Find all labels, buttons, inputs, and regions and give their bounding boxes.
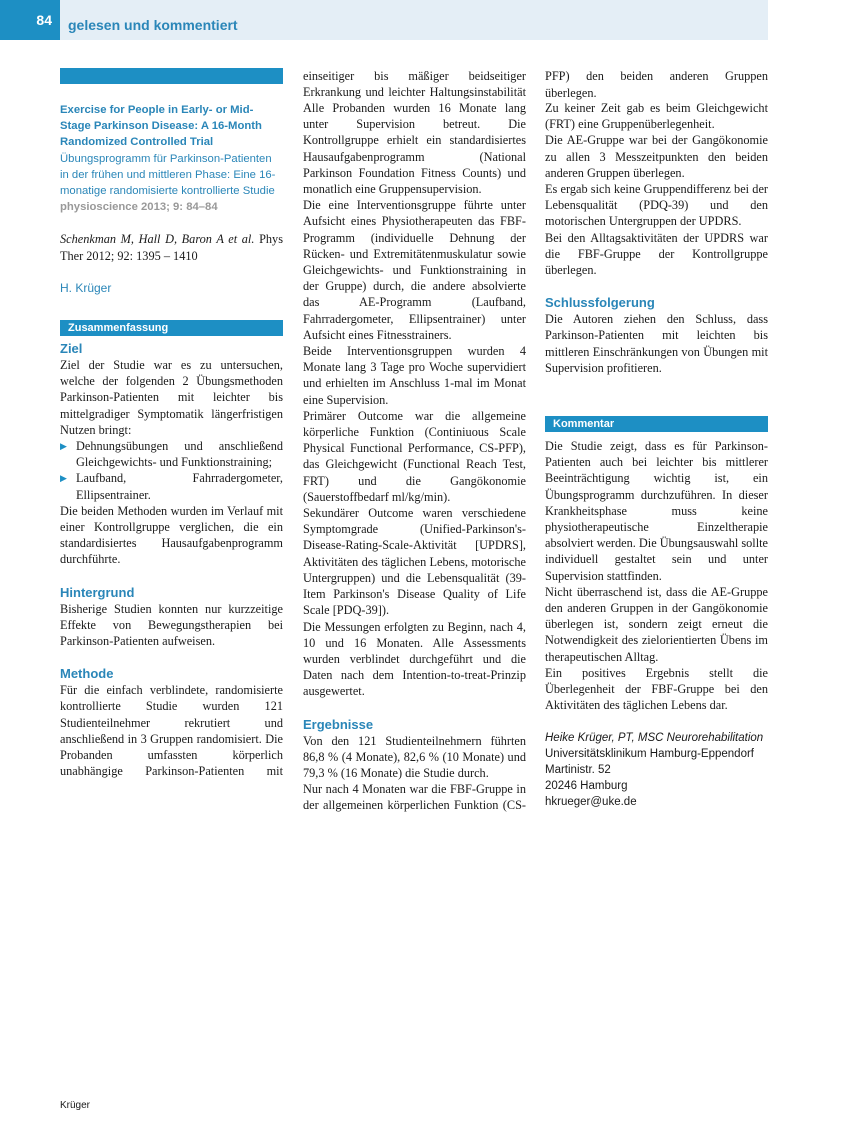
methode-paragraph-2: Alle Probanden wurden 16 Monate lang unter Supervision betreut. Die Kontrollgruppe erhielt ein standardisiertes Hausaufgabenprogramm (National Parkinson Foundation Fitness Counts) und monatlich eine Gruppensupervision. xyxy=(303,101,526,197)
header-bar xyxy=(0,0,768,40)
reference-bar xyxy=(60,68,283,84)
methode-heading: Methode xyxy=(60,666,114,682)
methode-paragraph-7: Die Messungen erfolgten zu Beginn, nach 4, 10 und 16 Monaten. Alle Assessments wurden verblindet durchgeführt und die Daten nach dem Intention-to-treat-Prinzip ausgewertet. xyxy=(303,619,526,699)
ergebnisse-paragraph-2-cont: PFP) den beiden anderen Gruppen überlegen. xyxy=(545,69,768,100)
comment-label: Kommentar xyxy=(545,416,768,432)
comment-paragraph-3: Ein positives Ergebnis stellt die Überlegenheit der FBF-Gruppe bei den Aktivitäten des täglichen Lebens dar. xyxy=(545,665,768,713)
footer-author: Krüger xyxy=(60,1100,91,1111)
ergebnisse-paragraph-6: Bei den Alltagsaktivitäten der UPDRS war die FBF-Gruppe der Kontrollgruppe überlegen. xyxy=(545,230,768,278)
ziel-text: Ziel der Studie war es zu untersuchen, welche der folgenden 2 Übungsmethoden Parkinson-Patienten mit leichter bis mittelgradiger Symptomatik längerfristigen Nutzen bringt: xyxy=(60,358,283,437)
ziel-heading: Ziel xyxy=(60,341,83,357)
comment-paragraph-1: Die Studie zeigt, dass es für Parkinson-Patienten auch bei leichter bis mittlerer Beeinträchtigung wichtig ist, ein Übungsprogramm durchzuführen. In dieser Krankheitsphase muss keine physiotherapeutische Einzeltherapie absolviert werden. Die Übungsauswahl sollte individuell gestaltet sein und unter Supervision stattfinden. xyxy=(545,439,769,583)
comment-paragraph-2: Nicht überraschend ist, dass die AE-Gruppe den anderen Gruppen in der Gangökonomie überlegen ist, sondern zeigt erneut die Notwendigkeit des zielorientierten Übens im therapeutischen Alltag. xyxy=(545,584,768,664)
article-title-de: Übungsprogramm für Parkinson-Patienten in der frühen und mittleren Phase: Eine 16-monatige randomisierte kontrollierte Studie xyxy=(60,152,276,198)
ziel-bullets xyxy=(60,438,283,503)
methode-paragraph-1-cont: einseitiger bis mäßiger beidseitiger Erkrankung und leichter Haltungsinstabilität xyxy=(303,69,526,100)
signature-city: 20246 Hamburg xyxy=(545,780,628,793)
section-title: gelesen und kommentiert xyxy=(68,17,238,33)
methode-paragraph-3: Die eine Interventionsgruppe führte unter Aufsicht eines Physiotherapeuten das FBF-Programm (individuelle Dehnung der Rücken- und Extremitätenmuskulatur sowie Gleichgewichts- und Funktionstraining in der Gruppe) durch, die andere absolvierte das AE-Programm (Laufband, Fahrradergometer, Ellipsentrainer) unter Aufsicht eines Fitnesstrainers. xyxy=(303,198,526,342)
ziel-text-2: Die beiden Methoden wurden im Verlauf mit einer Kontrollgruppe verglichen, die ein standardisiertes Hausaufgabenprogramm durchführte. xyxy=(60,503,283,567)
ergebnisse-paragraph-2: Nur nach 4 Monaten war die FBF-Gruppe in der allgemeinen körperlichen Funktion (CS- xyxy=(303,782,526,813)
methode-paragraph-5: Primärer Outcome war die allgemeine körperliche Funktion (Continiuous Scale Physical Functional Performance, CS-PFP), das Gleichgewicht (Functional Reach Test, FRT) und die Gangökonomie (Sauerstoffbedarf ml/kg/min). xyxy=(303,408,526,504)
list-item: ▶ Laufband, Fahrradergometer, Ellipsentrainer. xyxy=(60,470,283,502)
column-1 xyxy=(60,68,283,779)
signature-email[interactable]: hkrueger@uke.de xyxy=(545,796,637,809)
methode-paragraph-1: Für die einfach verblindete, randomisierte kontrollierte Studie wurden 121 Studienteilnehmer rekrutiert und anschließend in 3 Gruppen randomisiert. Die Probanden umfassten körperlich unabhängige Parkinson-Patienten mit xyxy=(60,683,283,779)
ergebnisse-paragraph-3: Zu keiner Zeit gab es beim Gleichgewicht (FRT) eine Gruppenüberlegenheit. xyxy=(545,101,768,132)
ergebnisse-heading: Ergebnisse xyxy=(303,716,374,732)
summary-label: Zusammenfassung xyxy=(60,320,283,336)
methode-paragraph-4: Beide Interventionsgruppen wurden 4 Monate lang 3 Tage pro Woche supervidiert und erhielten im Anschluss 1-mal im Monat eine Supervision. xyxy=(303,344,526,407)
hintergrund-heading: Hintergrund xyxy=(60,584,135,600)
ergebnisse-paragraph-1: Von den 121 Studienteilnehmern führten 86,8 % (4 Monate), 82,6 % (10 Monate) und 79,3 % (16 Monate) die Studie durch. xyxy=(303,733,526,780)
methode-paragraph-6: Sekundärer Outcome waren verschiedene Symptomgrade (Unified-Parkinson's-Disease-Rating-Scale-Aktivität [UPDRS], Aktivitäten des täglichen Lebens, motorische Untergruppen) und die Lebensqualität (39-Item Parkinson's Disease Quality of Life Scale [PDQ-39]). xyxy=(303,506,526,618)
signature-street: Martinistr. 52 xyxy=(545,763,611,776)
schluss-text: Die Autoren ziehen den Schluss, dass Parkinson-Patienten mit leichten bis mittleren Einschränkungen von Übungen mit Supervision profitieren. xyxy=(545,312,768,375)
ergebnisse-paragraph-4: Die AE-Gruppe war bei der Gangökonomie zu allen 3 Messzeitpunkten den beiden anderen Gruppen überlegen. xyxy=(545,133,768,180)
signature-name: Heike Krüger, PT, MSC Neurorehabilitation xyxy=(545,731,764,744)
ergebnisse-paragraph-5: Es ergab sich keine Gruppendifferenz bei der Lebensqualität (PDQ-39) und den motorischen Untergruppen der UPDRS. xyxy=(545,182,768,229)
column-3 xyxy=(545,68,768,811)
page-number: 84 xyxy=(0,0,60,40)
citation-authors: Schenkman M, Hall D, Baron A et al. xyxy=(60,232,255,247)
article-title-en: Exercise for People in Early- or Mid-Stage Parkinson Disease: A 16-Month Randomized Controlled Trial xyxy=(60,104,262,149)
schluss-heading: Schlussfolgerung xyxy=(545,295,655,311)
source-citation xyxy=(60,231,283,263)
column-2 xyxy=(303,68,526,813)
hintergrund-text: Bisherige Studien konnten nur kurzzeitige Effekte von Bewegungstherapien bei Parkinson-Patienten aufweisen. xyxy=(60,601,283,649)
signature-institution: Universitätsklinikum Hamburg-Eppendorf xyxy=(545,747,754,760)
citation-source: Phys Ther 2012; 92: 1395 – 1410 xyxy=(60,232,283,263)
list-item: ▶ Dehnungsübungen und anschließend Gleichgewichts- und Funktionstraining; xyxy=(60,438,283,470)
journal-citation: physioscience 2013; 9: 84–84 xyxy=(60,201,218,214)
reviewer-name: H. Krüger xyxy=(60,280,112,295)
